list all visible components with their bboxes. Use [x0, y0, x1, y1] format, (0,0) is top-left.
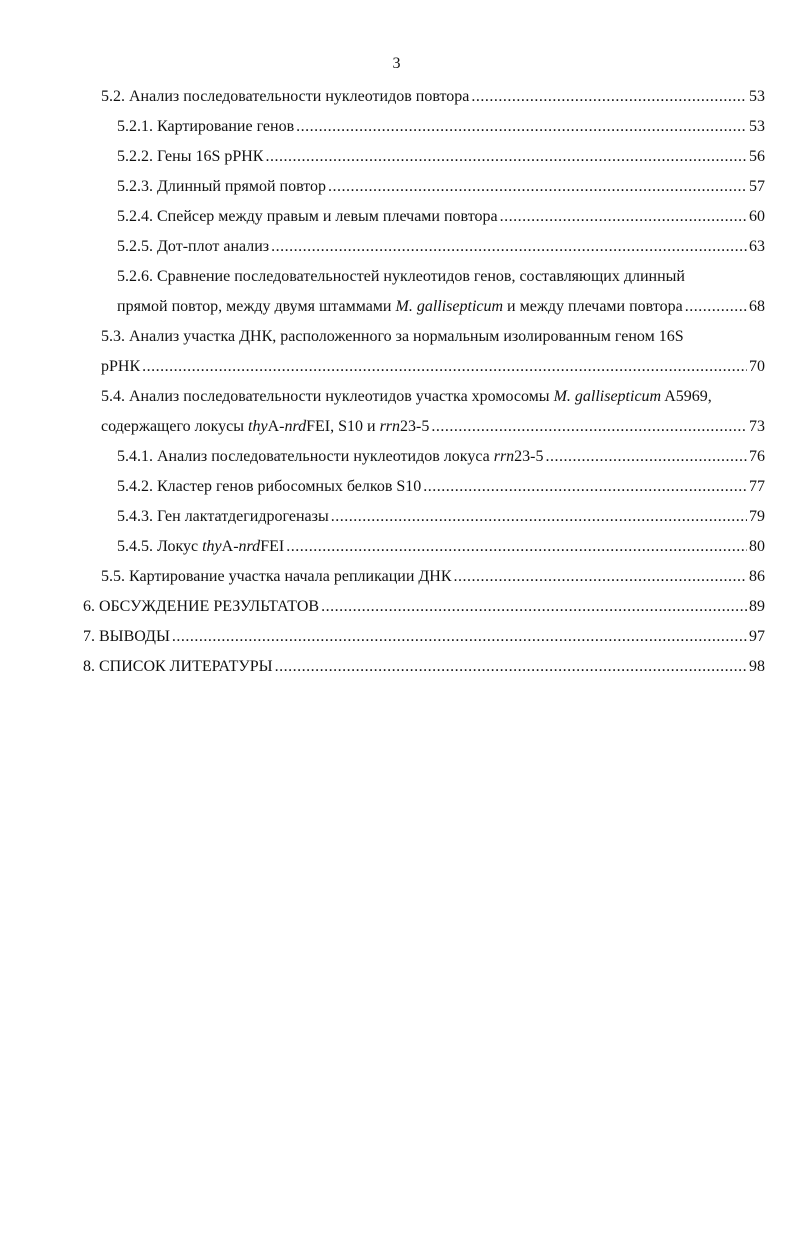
toc-page-number: 56: [749, 148, 765, 165]
toc-entry-5-2[interactable]: [101, 82, 765, 112]
species-name: M. gallisepticum: [553, 388, 662, 405]
toc-entry-5-4-2[interactable]: [117, 472, 765, 502]
toc-title: 5.4.3. Ген лактатдегидрогеназы: [117, 508, 329, 525]
toc-title: 5.2.5. Дот-плот анализ: [117, 238, 270, 255]
toc-title: 5.4.1. Анализ последовательности нуклеотидов локуса rrn23-5: [117, 448, 544, 465]
toc-title: 5.2.3. Длинный прямой повтор: [117, 178, 327, 195]
gene-name: rrn: [379, 418, 401, 435]
toc-title: 8. СПИСОК ЛИТЕРАТУРЫ: [83, 658, 273, 675]
toc-page-number: 60: [749, 208, 765, 225]
dot-leader: [685, 292, 747, 322]
toc-page-number: 80: [749, 538, 765, 555]
dot-leader: [471, 82, 747, 112]
dot-leader: [296, 112, 747, 142]
dot-leader: [331, 502, 747, 532]
page-number: 3: [392, 55, 401, 72]
toc-entry-5-2-2[interactable]: [117, 142, 765, 172]
dot-leader: [500, 202, 747, 232]
toc-title-line-1: 5.3. Анализ участка ДНК, расположенного за нормальным изолированным геном 16S: [101, 328, 684, 345]
dot-leader: [431, 412, 747, 442]
toc-page-number: 89: [749, 598, 765, 615]
toc-title: 5.4.2. Кластер генов рибосомных белков S10: [117, 478, 422, 495]
dot-leader: [286, 532, 747, 562]
toc-page-number: 63: [749, 238, 765, 255]
species-name: M. gallisepticum: [395, 298, 504, 315]
toc-title: 5.2.2. Гены 16S рРНК: [117, 148, 264, 165]
toc-title-line-2: рРНК: [101, 358, 141, 375]
toc-title: 5.4.5. Локус thyA-nrdFEI: [117, 538, 285, 555]
toc-title: 5.2. Анализ последовательности нуклеотидов повтора: [101, 88, 470, 105]
toc-entry-5-2-5[interactable]: [117, 232, 765, 262]
toc-page-number: 76: [749, 448, 765, 465]
toc-title: 5.2.1. Картирование генов: [117, 118, 295, 135]
toc-page-number: 73: [749, 418, 765, 435]
toc-page-number: 79: [749, 508, 765, 525]
dot-leader: [172, 622, 747, 652]
dot-leader: [275, 652, 747, 682]
toc-page-number: 97: [749, 628, 765, 645]
toc-page-number: 70: [749, 358, 765, 375]
dot-leader: [546, 442, 748, 472]
dot-leader: [265, 142, 747, 172]
dot-leader: [271, 232, 747, 262]
toc-entry-5-2-4[interactable]: [117, 202, 765, 232]
toc-entry-5-4-5[interactable]: [117, 532, 765, 562]
dot-leader: [328, 172, 747, 202]
gene-name: rrn: [493, 448, 515, 465]
dot-leader: [423, 472, 747, 502]
gene-name: thy: [248, 418, 268, 435]
toc-title-line-2: прямой повтор, между двумя штаммами M. gallisepticum и между плечами повтора: [117, 298, 683, 315]
toc-entry-5-5[interactable]: [101, 562, 765, 592]
dot-leader: [142, 352, 747, 382]
gene-name: thy: [202, 538, 222, 555]
toc-page-number: 57: [749, 178, 765, 195]
toc-entry-5-2-3[interactable]: [117, 172, 765, 202]
gene-name: nrd: [284, 418, 307, 435]
toc-title: 6. ОБСУЖДЕНИЕ РЕЗУЛЬТАТОВ: [83, 598, 320, 615]
toc-entry-8[interactable]: [83, 652, 765, 682]
toc-page-number: 53: [749, 88, 765, 105]
toc-title-line-1: 5.4. Анализ последовательности нуклеотидов участка хромосомы M. gallisepticum A5969,: [101, 388, 712, 405]
toc-page-number: 98: [749, 658, 765, 675]
toc-title: 5.5. Картирование участка начала репликации ДНК: [101, 568, 452, 585]
toc-entry-5-2-1[interactable]: [117, 112, 765, 142]
toc-entry-5-4[interactable]: [101, 382, 765, 442]
toc-title-line-2: содержащего локусы thyA-nrdFEI, S10 и rrn23-5: [101, 418, 430, 435]
toc-title-line-1: 5.2.6. Сравнение последовательностей нуклеотидов генов, составляющих длинный: [117, 268, 685, 285]
toc-entry-5-2-6[interactable]: [117, 262, 765, 322]
toc-entry-5-4-3[interactable]: [117, 502, 765, 532]
dot-leader: [321, 592, 747, 622]
toc-entry-6[interactable]: [83, 592, 765, 622]
toc-entry-5-4-1[interactable]: [117, 442, 765, 472]
toc-page-number: 86: [749, 568, 765, 585]
toc-page-number: 68: [749, 298, 765, 315]
gene-name: nrd: [238, 538, 261, 555]
toc-page-number: 77: [749, 478, 765, 495]
toc-title: 5.2.4. Спейсер между правым и левым плечами повтора: [117, 208, 498, 225]
toc-entry-7[interactable]: [83, 622, 765, 652]
dot-leader: [454, 562, 747, 592]
toc-title: 7. ВЫВОДЫ: [83, 628, 170, 645]
toc-page-number: 53: [749, 118, 765, 135]
toc-entry-5-3[interactable]: [101, 322, 765, 382]
